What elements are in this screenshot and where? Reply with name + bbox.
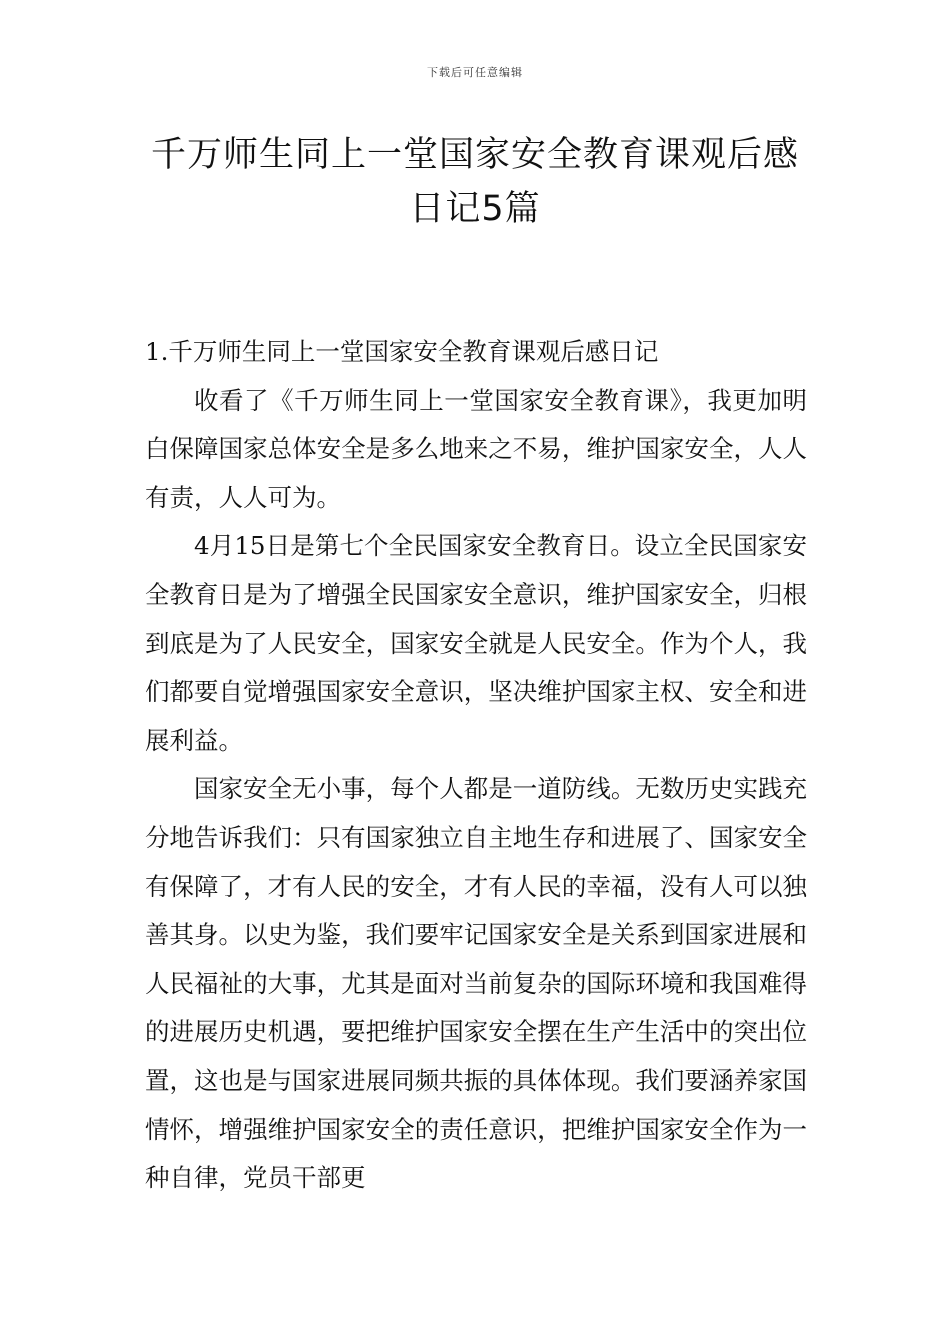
paragraph: 收看了《千万师生同上一堂国家安全教育课》，我更加明白保障国家总体安全是多么地来之不易，维护国家安全，人人有责，人人可为。 — [145, 385, 807, 512]
document-title: 千万师生同上一堂国家安全教育课观后感日记5篇 — [150, 135, 799, 229]
paragraph: 国家安全无小事，每个人都是一道防线。无数历史实践充分地告诉我们：只有国家独立自主地生存和进展了、国家安全有保障了，才有人民的安全，才有人民的幸福，没有人可以独善其身。以史为鉴，我们要牢记国家安全是关系到国家进展和人民福祉的大事，尤其是面对当前复杂的国际环境和我国难得的进展历史机遇，要把维护国家安全摆在生产生活中的突出位置，这也是与国家进展同频共振的具体体现。我们要涵养家国情怀，增强维护国家安全的责任意识，把维护国家安全作为一种自律，党员干部更 — [145, 774, 807, 1193]
paragraph: 4月15日是第七个全民国家安全教育日。设立全民国家安全教育日是为了增强全民国家安全意识，维护国家安全，归根到底是为了人民安全，国家安全就是人民安全。作为个人，我们都要自觉增强国家安全意识，坚决维护国家主权、安全和进展利益。 — [145, 531, 807, 755]
section-heading: 1.千万师生同上一堂国家安全教育课观后感日记 — [145, 337, 659, 366]
header-note: 下载后可任意编辑 — [427, 66, 523, 79]
document-body — [145, 328, 807, 1203]
